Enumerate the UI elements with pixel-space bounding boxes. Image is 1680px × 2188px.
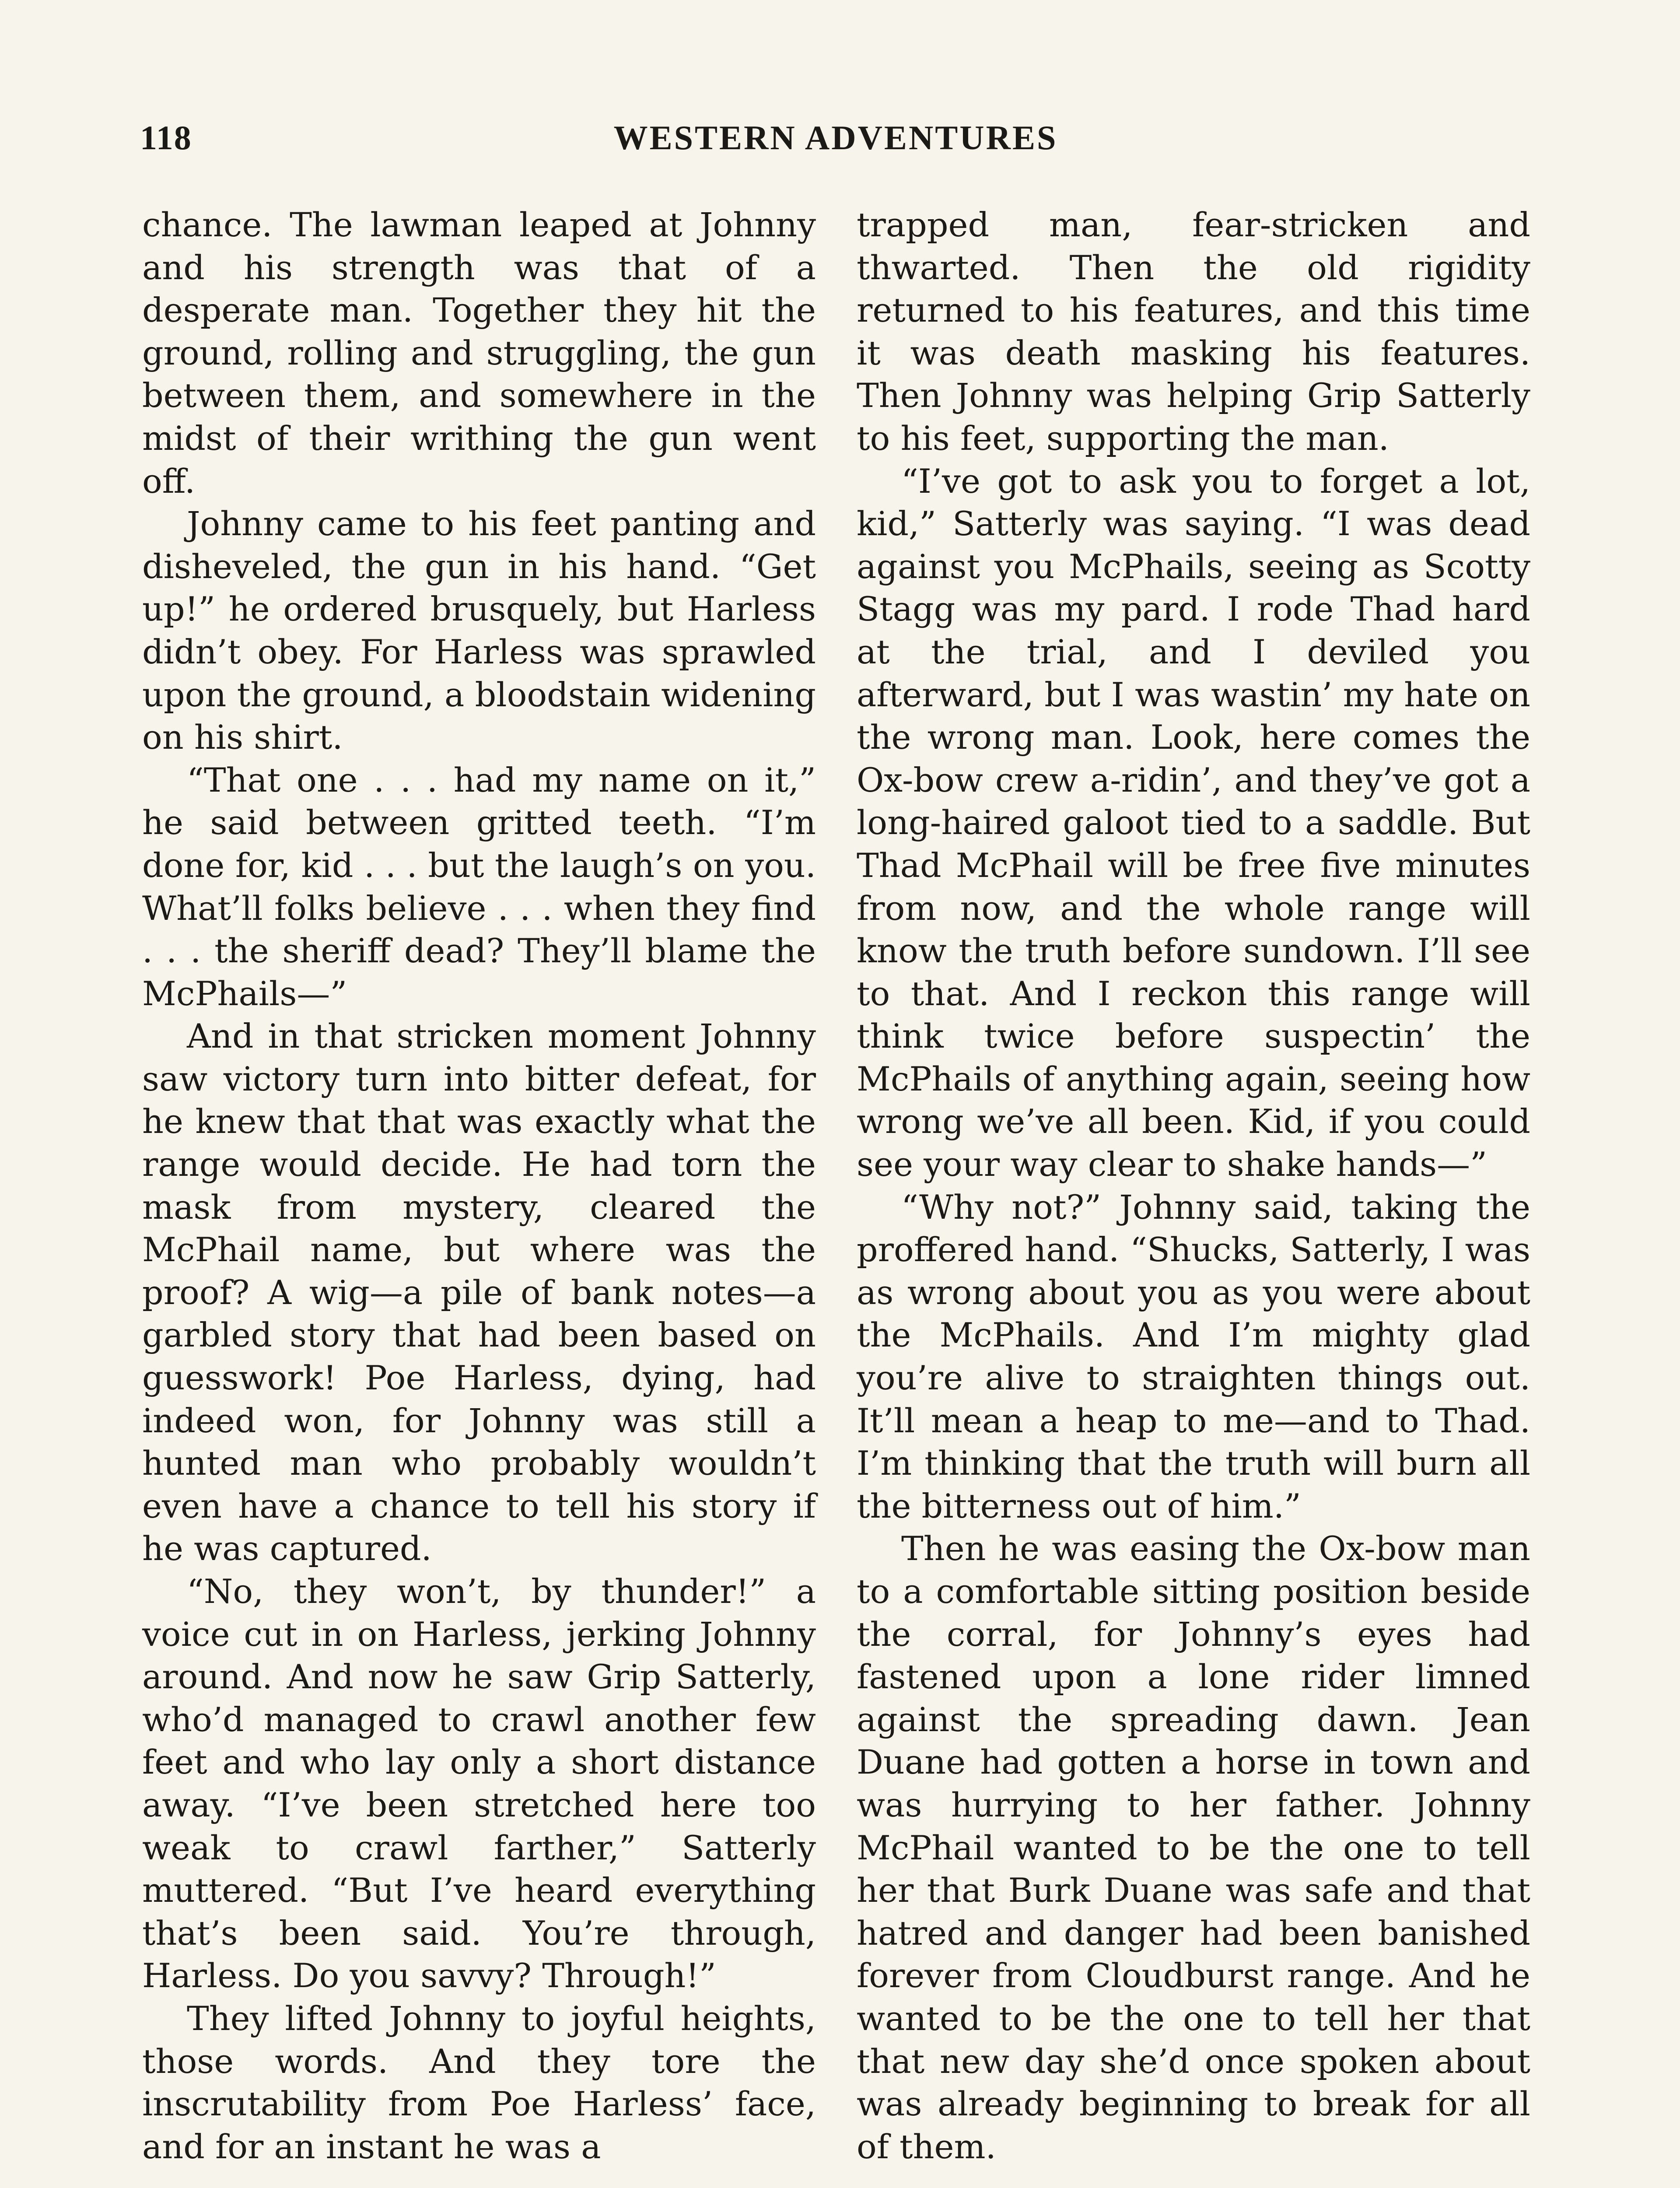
paragraph: “No, they won’t, by thunder!” a voice cut in on Harless, jerking Johnny around. And now he saw Grip Satterly, who’d managed to crawl another few feet and who lay only a short distance away. “I’ve been stretched here too weak to crawl farther,” Satterly muttered. “But I’ve heard everything that’s been said. You’re through, Harless. Do you savvy? Through!”: [142, 1572, 816, 1995]
paragraph: “I’ve got to ask you to forget a lot, kid,” Satterly was saying. “I was dead against you McPhails, seeing as Scotty Stagg was my pard. I rode Thad hard at the trial, and I deviled you afterward, but I was wastin’ my hate on the wrong man. Look, here comes the Ox-bow crew a-ridin’, and they’ve got a long-haired galoot tied to a saddle. But Thad McPhail will be free five minutes from now, and the whole range will know the truth before sundown. I’ll see to that. And I reckon this range will think twice before suspectin’ the McPhails of anything again, seeing how wrong we’ve all been. Kid, if you could see your way clear to shake hands—”: [857, 461, 1530, 1184]
paragraph: They lifted Johnny to joyful heights, those words. And they tore the inscrutability from Poe Harless’ face, and for an instant he was a: [142, 1999, 816, 2166]
right-column: [857, 203, 1530, 2168]
paragraph: chance. The lawman leaped at Johnny and his strength was that of a desperate man. Together they hit the ground, rolling and struggling, the gun between them, and somewhere in the midst of their writhing the gun went off.: [142, 205, 816, 501]
paragraph: “Why not?” Johnny said, taking the proffered hand. “Shucks, Satterly, I was as wrong about you as you were about the McPhails. And I’m mighty glad you’re alive to straighten things out. It’ll mean a heap to me—and to Thad. I’m thinking that the truth will burn all the bitterness out of him.”: [857, 1187, 1530, 1525]
page-header: [140, 118, 1531, 166]
paragraph: “That one . . . had my name on it,” he said between gritted teeth. “I’m done for, kid . . . but the laugh’s on you. What’ll folks believe . . . when they find . . . the sheriff dead? They’ll blame the McPhails—”: [142, 760, 816, 1013]
page-number: 118: [140, 119, 192, 157]
running-head: WESTERN ADVENTURES: [613, 119, 1058, 157]
paragraph: And in that stricken moment Johnny saw victory turn into bitter defeat, for he knew that that was exactly what the range would decide. He had torn the mask from mystery, cleared the McPhail name, but where was the proof? A wig—a pile of bank notes—a garbled story that had been based on guesswork! Poe Harless, dying, had indeed won, for Johnny was still a hunted man who probably wouldn’t even have a chance to tell his story if he was captured.: [142, 1017, 816, 1568]
paragraph: trapped man, fear-stricken and thwarted. Then the old rigidity returned to his features, and this time it was death masking his features. Then Johnny was helping Grip Satterly to his feet, supporting the man.: [857, 205, 1530, 458]
paragraph: Johnny came to his feet panting and disheveled, the gun in his hand. “Get up!” he ordered brusquely, but Harless didn’t obey. For Harless was sprawled upon the ground, a bloodstain widening on his shirt.: [142, 504, 816, 757]
left-column: [142, 203, 816, 2168]
paragraph: Then he was easing the Ox-bow man to a comfortable sitting position beside the corral, for Johnny’s eyes had fastened upon a lone rider limned against the spreading dawn. Jean Duane had gotten a horse in town and was hurrying to her father. Johnny McPhail wanted to be the one to tell her that Burk Duane was safe and that hatred and danger had been banished forever from Cloudburst range. And he wanted to be the one to tell her that that new day she’d once spoken about was already beginning to break for all of them.: [857, 1529, 1530, 2166]
